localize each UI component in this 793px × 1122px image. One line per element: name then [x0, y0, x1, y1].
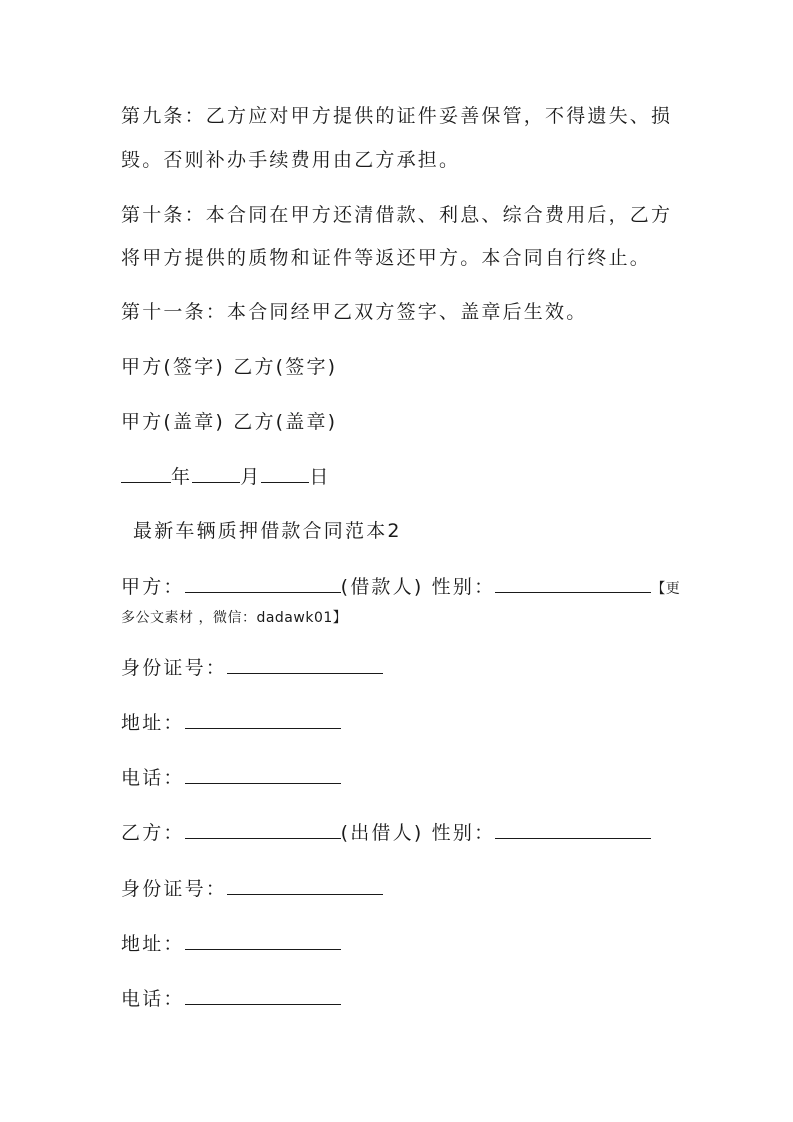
party-b-address-blank: [185, 931, 341, 950]
party-a-id-label: 身份证号：: [121, 657, 228, 679]
date-line: [121, 464, 331, 489]
party-a-gender-blank: [495, 574, 651, 593]
day-label: 日: [309, 466, 331, 488]
seal-line: 甲方(盖章) 乙方(盖章): [121, 411, 338, 433]
party-a-address-blank: [185, 710, 341, 729]
party-b-phone-label: 电话：: [121, 988, 185, 1010]
clause-9-line-2: 毁。否则补办手续费用由乙方承担。: [121, 149, 461, 171]
party-a-address-line: [121, 710, 341, 735]
party-b-line: [121, 820, 651, 845]
party-a-name-blank: [185, 574, 341, 593]
party-a-line: [121, 574, 680, 601]
party-a-id-blank: [227, 655, 383, 674]
party-b-id-line: [121, 876, 383, 901]
clause-10-line-1: 第十条：本合同在甲方还清借款、利息、综合费用后，乙方: [121, 204, 673, 226]
signature-line: 甲方(签字) 乙方(签字): [121, 356, 338, 378]
contract-2-title: 最新车辆质押借款合同范本2: [133, 520, 402, 542]
day-blank: [261, 464, 309, 483]
promo-note-rest: 多公文素材 ，微信：dadawk01】: [121, 610, 348, 626]
year-blank: [121, 464, 171, 483]
promo-note-start: 【更: [651, 581, 681, 597]
party-a-address-label: 地址：: [121, 712, 185, 734]
year-label: 年: [171, 466, 193, 488]
clause-11: 第十一条：本合同经甲乙双方签字、盖章后生效。: [121, 301, 588, 323]
party-b-gender-blank: [495, 820, 651, 839]
party-b-phone-blank: [185, 986, 341, 1005]
party-a-phone-line: [121, 765, 341, 790]
party-b-id-label: 身份证号：: [121, 878, 228, 900]
party-b-address-label: 地址：: [121, 933, 185, 955]
party-b-phone-line: [121, 986, 341, 1011]
party-a-label: 甲方：: [121, 576, 185, 598]
party-b-name-blank: [185, 820, 341, 839]
clause-9-line-1: 第九条：乙方应对甲方提供的证件妥善保管，不得遗失、损: [121, 105, 673, 127]
party-a-phone-blank: [185, 765, 341, 784]
party-b-id-blank: [227, 876, 383, 895]
clause-10-line-2: 将甲方提供的质物和证件等返还甲方。本合同自行终止。: [121, 247, 652, 269]
party-a-role: (借款人) 性别：: [340, 576, 496, 598]
party-b-address-line: [121, 931, 341, 956]
party-a-phone-label: 电话：: [121, 767, 185, 789]
month-label: 月: [240, 466, 262, 488]
party-b-label: 乙方：: [121, 822, 185, 844]
party-a-id-line: [121, 655, 383, 680]
party-b-role: (出借人) 性别：: [340, 822, 496, 844]
month-blank: [192, 464, 240, 483]
